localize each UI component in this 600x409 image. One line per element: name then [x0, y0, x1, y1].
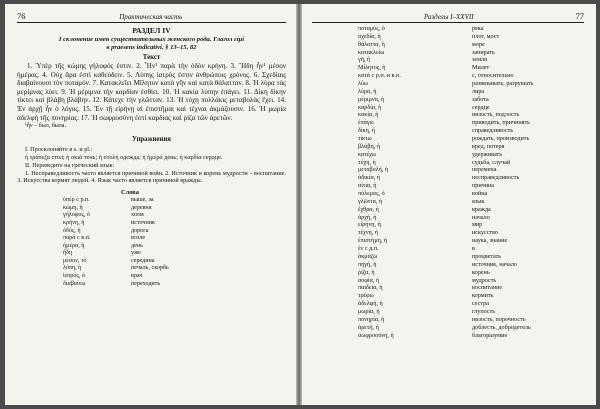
left-running-title: Практическая часть — [119, 13, 183, 21]
vocab-russian: река — [472, 26, 484, 32]
vocab-greek: λύπη, ἡ — [63, 265, 82, 272]
vocab-russian: искусство — [472, 230, 499, 237]
vocab-greek: λύρα, ἡ — [358, 88, 377, 95]
vocab-russian: возле — [131, 235, 146, 242]
vocab-entry — [312, 301, 584, 309]
vocab-entry — [17, 220, 286, 228]
vocab-entry — [17, 205, 286, 213]
greek-reading-text: 1. Ὑπὲρ τῆς κώμης γήλοφός ἐστιν. 2. Ἦν¹ παρὰ τὴν ὁδὸν κρήνη. 3. Ἤδη ἦν¹ μέσον ἡμέρας. 4. Οὐχ ἅρα ἐστὶ καθεύδειν. 5. Λύπης ἰατρός ἐστιν ἀνθρώποις χρόνος. 6. Σχεδίαις διαβαίνουσι τὸν ποταμόν. 7. Κατακλεῖει Μῖλητον κατὰ γῆν καὶ κατὰ θάλατταν. 8. Ἡ λύρα τὰς μερίμνας λύει. 9. Ἡ μέριμνα τὴν καρδίαν ἐσθίει. 10. Ἡ κακία λύπην ἐπάγει. 11. Δίκη δίκην τίκτει καὶ βλάβη βλάβην. 12. Κάτεχε τὴν γλῶτταν. 13. Ἡ τύχη πολλάκις μεταβολὰς ἔχει. 14. Ἐν ἀρχῇ ἦν ὁ λόγος. 15. Ἐν τῇ εἰρήνῃ αἱ ἐπιστῆμαι καὶ τέχναι ἀκμάζουσιν. 16. Ἡ μωρία ἀδελφὴ τῆς πονηρίας. 17. Ἡ σωφροσύνη ἐστὶ καρδίας καὶ ῥίζα τῶν ἀρετῶν. — [17, 62, 286, 122]
vocab-entry — [17, 265, 286, 273]
vocab-greek: ἰατρός, ὁ — [63, 273, 85, 280]
vocab-entry — [17, 197, 286, 205]
vocab-greek: ἐπιστήμη, ἡ — [358, 238, 388, 245]
vocab-russian: день — [131, 242, 143, 249]
vocab-entry — [17, 250, 286, 258]
vocab-russian: наука, знание — [472, 238, 508, 245]
vocab-greek: γλῶττα, ἡ — [358, 198, 383, 205]
vocab-greek: πονηρία, ἡ — [358, 316, 385, 323]
vocab-greek: ἀκμάζω — [358, 253, 378, 260]
vocab-russian: причина — [472, 183, 495, 190]
vocab-entry — [17, 243, 286, 251]
vocab-russian: с, относительно — [472, 73, 514, 80]
vocab-greek: τρέφω — [358, 293, 374, 300]
vocab-greek: μωρία, ἡ — [358, 308, 380, 315]
vocab-greek: ἀρετή, ἡ — [358, 324, 379, 331]
vocab-greek: βλάβη, ἡ — [358, 143, 380, 150]
section-title: РАЗДЕЛ IV — [132, 26, 171, 35]
vocab-entry — [312, 128, 584, 136]
vocab-entry — [312, 270, 584, 278]
vocab-entry — [312, 199, 584, 207]
exercise-1-title: I. Просклоняйте в s. и pl.: — [25, 146, 93, 154]
vocab-greek: κακία, ἡ — [358, 112, 379, 119]
vocab-russian: приводить, причинять — [472, 120, 530, 127]
vocab-entry — [312, 73, 584, 81]
vocab-russian: доблесть, добродетель — [472, 324, 531, 331]
vocab-greek: ἡμέρα, ἡ — [63, 242, 85, 249]
vocab-entry — [312, 57, 584, 65]
vocab-russian: корень — [472, 269, 490, 276]
vocab-russian: источник — [131, 219, 155, 226]
vocab-russian: начало — [472, 214, 490, 221]
vocab-russian: печаль, скорбь — [131, 265, 169, 272]
vocab-entry — [312, 262, 584, 270]
vocab-entry — [312, 112, 584, 120]
vocab-entry — [312, 309, 584, 317]
vocab-russian: удерживать — [472, 151, 503, 158]
vocab-russian: рождать, производить — [472, 136, 530, 143]
exercises-heading: Упражнения — [132, 136, 171, 144]
vocab-greek: ποταμός, ὁ — [358, 26, 385, 32]
vocab-greek: ἤδη — [63, 250, 73, 257]
vocab-russian: выше, за — [131, 197, 154, 204]
vocab-greek: ὑπὲρ c р.п. — [63, 197, 90, 204]
vocab-greek: κατακλείω — [358, 49, 385, 56]
vocab-greek: ἔχθρα, ἡ — [358, 206, 379, 213]
vocab-entry — [312, 293, 584, 301]
vocab-entry — [312, 42, 584, 50]
words-heading: Слова — [121, 189, 139, 197]
vocab-entry — [312, 317, 584, 325]
vocab-russian: судьба, случай — [472, 159, 511, 166]
vocab-entry — [312, 144, 584, 152]
vocab-greek: τίκτω — [358, 136, 372, 143]
vocab-entry — [312, 152, 584, 160]
vocab-entry — [312, 191, 584, 199]
vocab-greek: ἀδελφή, ἡ — [358, 301, 383, 308]
exercise-2-title: II. Переведите на греческий язык: — [25, 161, 115, 169]
vocab-entry — [312, 278, 584, 286]
vocab-entry — [312, 65, 584, 73]
vocab-entry — [312, 26, 584, 34]
vocab-greek: σχεδία, ἡ — [358, 33, 381, 40]
vocab-greek: πόλεμος, ὁ — [358, 191, 385, 198]
vocab-russian: в — [472, 246, 475, 253]
vocab-entry — [312, 333, 584, 341]
vocab-russian: мир — [472, 222, 483, 229]
vocab-greek: θάλαττα, ἡ — [358, 41, 385, 48]
vocab-entry — [312, 215, 584, 223]
vocab-greek: κατέχω — [358, 151, 376, 158]
vocab-entry — [312, 50, 584, 58]
vocab-entry — [312, 285, 584, 293]
vocab-greek: κώμη, ἡ — [63, 204, 83, 211]
vocab-russian: Милет — [472, 65, 490, 72]
vocab-greek: ὁδός, ἡ — [63, 227, 81, 234]
vocab-russian: дорога — [131, 227, 149, 234]
vocab-russian: лира — [472, 88, 485, 95]
vocab-entry — [312, 238, 584, 246]
vocabulary-list-left — [17, 197, 286, 288]
text-heading: Текст — [142, 54, 161, 61]
right-page-number: 77 — [575, 11, 584, 21]
vocab-russian: воспитание — [472, 285, 503, 292]
vocab-russian: переходить — [131, 280, 161, 287]
vocab-entry — [312, 167, 584, 175]
vocabulary-list-right — [312, 26, 584, 340]
vocab-russian: благоразумие — [472, 332, 508, 339]
vocab-entry — [17, 212, 286, 220]
vocab-russian: мудрость — [472, 277, 497, 284]
vocab-entry — [312, 34, 584, 42]
vocab-entry — [17, 235, 286, 243]
vocab-greek: εἰρήνη, ἡ — [358, 222, 381, 229]
vocab-greek: σοφία, ἡ — [358, 277, 380, 284]
vocab-greek: δίκη, ἡ — [358, 128, 376, 135]
vocab-entry — [312, 325, 584, 333]
vocab-russian: плот, мост — [472, 33, 500, 40]
vocab-russian: холм — [131, 212, 144, 219]
vocab-entry — [312, 254, 584, 262]
vocab-greek: ἀρχή, ἡ — [358, 214, 377, 221]
vocab-greek: γήλοφος, ὁ — [63, 212, 90, 219]
vocab-entry — [312, 183, 584, 191]
vocab-russian: вражда — [472, 206, 491, 213]
vocab-greek: διαβαίνω — [63, 280, 86, 287]
exercise-1-body: ἡ τράπεζα стол; ἡ σκιά тень; ἡ στολή одежда; ἡ ἡμέρα день; ἡ καρδία сердце. — [25, 153, 223, 161]
vocab-russian: середина — [131, 257, 155, 264]
vocab-greek: ἐπάγω — [358, 120, 374, 127]
vocab-russian: земля — [472, 57, 487, 64]
vocab-entry — [312, 207, 584, 215]
vocab-russian: глупость — [472, 308, 496, 315]
vocab-entry — [312, 222, 584, 230]
topic-line-1: I склонение имен существительных женского рода. Глагол εἰμί — [58, 36, 245, 43]
left-page-number: 76 — [17, 11, 26, 21]
vocab-greek: παρά c в.п. — [63, 235, 91, 242]
vocab-russian: забота — [472, 96, 489, 103]
vocab-russian: кормить — [472, 293, 494, 300]
vocab-entry — [312, 230, 584, 238]
vocab-greek: τύχη, ἡ — [358, 159, 376, 166]
vocab-entry — [312, 81, 584, 89]
vocab-russian: несправедливость — [472, 175, 520, 182]
vocab-greek: γῆ, ἡ — [358, 57, 371, 64]
topic-line-2: в praesens indicativi. § 13–15, 82 — [106, 44, 197, 51]
vocab-russian: низость, порочность — [472, 316, 526, 323]
vocab-greek: μεταβολή, ἡ — [358, 167, 389, 174]
vocab-entry — [312, 120, 584, 128]
right-page — [302, 4, 596, 405]
vocab-russian: процветать — [472, 253, 502, 260]
vocab-greek: καρδία, ἡ — [358, 104, 382, 111]
vocab-russian: сестра — [472, 301, 489, 308]
vocab-russian: справедливость — [472, 128, 514, 135]
vocab-entry — [312, 97, 584, 105]
vocab-greek: τέχνη, ἡ — [358, 230, 379, 237]
vocab-greek: κρήνη, ἡ — [63, 219, 85, 226]
vocab-russian: вред, потеря — [472, 143, 505, 150]
vocab-entry — [312, 175, 584, 183]
vocab-russian: врач — [131, 273, 143, 280]
vocab-greek: μέσον, τό — [63, 257, 87, 264]
vocab-greek: κατά с р.п. и в.п. — [358, 73, 401, 80]
vocab-russian: война — [472, 191, 488, 198]
right-running-title: Разделы I–XXVII — [423, 13, 474, 21]
vocab-entry — [17, 281, 286, 289]
vocab-entry — [312, 136, 584, 144]
vocab-russian: запирать — [472, 49, 495, 56]
vocab-greek: πηγή, ἡ — [358, 261, 377, 268]
vocab-greek: αἰτία, ἡ — [358, 183, 377, 190]
vocab-entry — [312, 246, 584, 254]
vocab-greek: ῥίζα, ἡ — [358, 269, 375, 276]
vocab-greek: ἀδικία, ἡ — [358, 175, 381, 182]
vocab-greek: μέριμνα, ἡ — [358, 96, 385, 103]
vocab-russian: перемена — [472, 167, 497, 174]
vocab-entry — [312, 89, 584, 97]
vocab-greek: Μίλητος, ἡ — [358, 65, 386, 72]
left-running-head — [17, 11, 286, 23]
left-page — [5, 4, 296, 405]
exercise-2-body: 1. Несправедливость часто является причиной войн. 2. Источник и корень мудрости – воспитание. 3. Искусства кормят людей. 4. Язык часто является причиной вражды. — [17, 169, 286, 185]
vocab-russian: деревня — [131, 204, 152, 211]
vocab-russian: развязывать, разрушать — [472, 81, 534, 88]
vocab-russian: море — [472, 41, 485, 48]
vocab-entry — [17, 273, 286, 281]
vocab-greek: σωφροσύνη, ἡ — [358, 332, 394, 339]
vocab-greek: ἐν с д.п. — [358, 246, 379, 253]
vocab-russian: источник, начало — [472, 261, 518, 268]
vocab-russian: уже — [131, 250, 141, 257]
vocab-entry — [17, 228, 286, 236]
vocab-greek: παιδεία, ἡ — [358, 285, 383, 292]
vocab-entry — [312, 105, 584, 113]
footnote: ¹ἦν – был, была. — [25, 123, 66, 130]
vocab-russian: язык — [472, 198, 485, 205]
vocab-russian: низость, подлость — [472, 112, 520, 119]
vocab-russian: сердце — [472, 104, 490, 111]
vocab-entry — [312, 160, 584, 168]
right-running-head — [312, 11, 584, 23]
vocab-greek: λύω — [358, 81, 368, 88]
